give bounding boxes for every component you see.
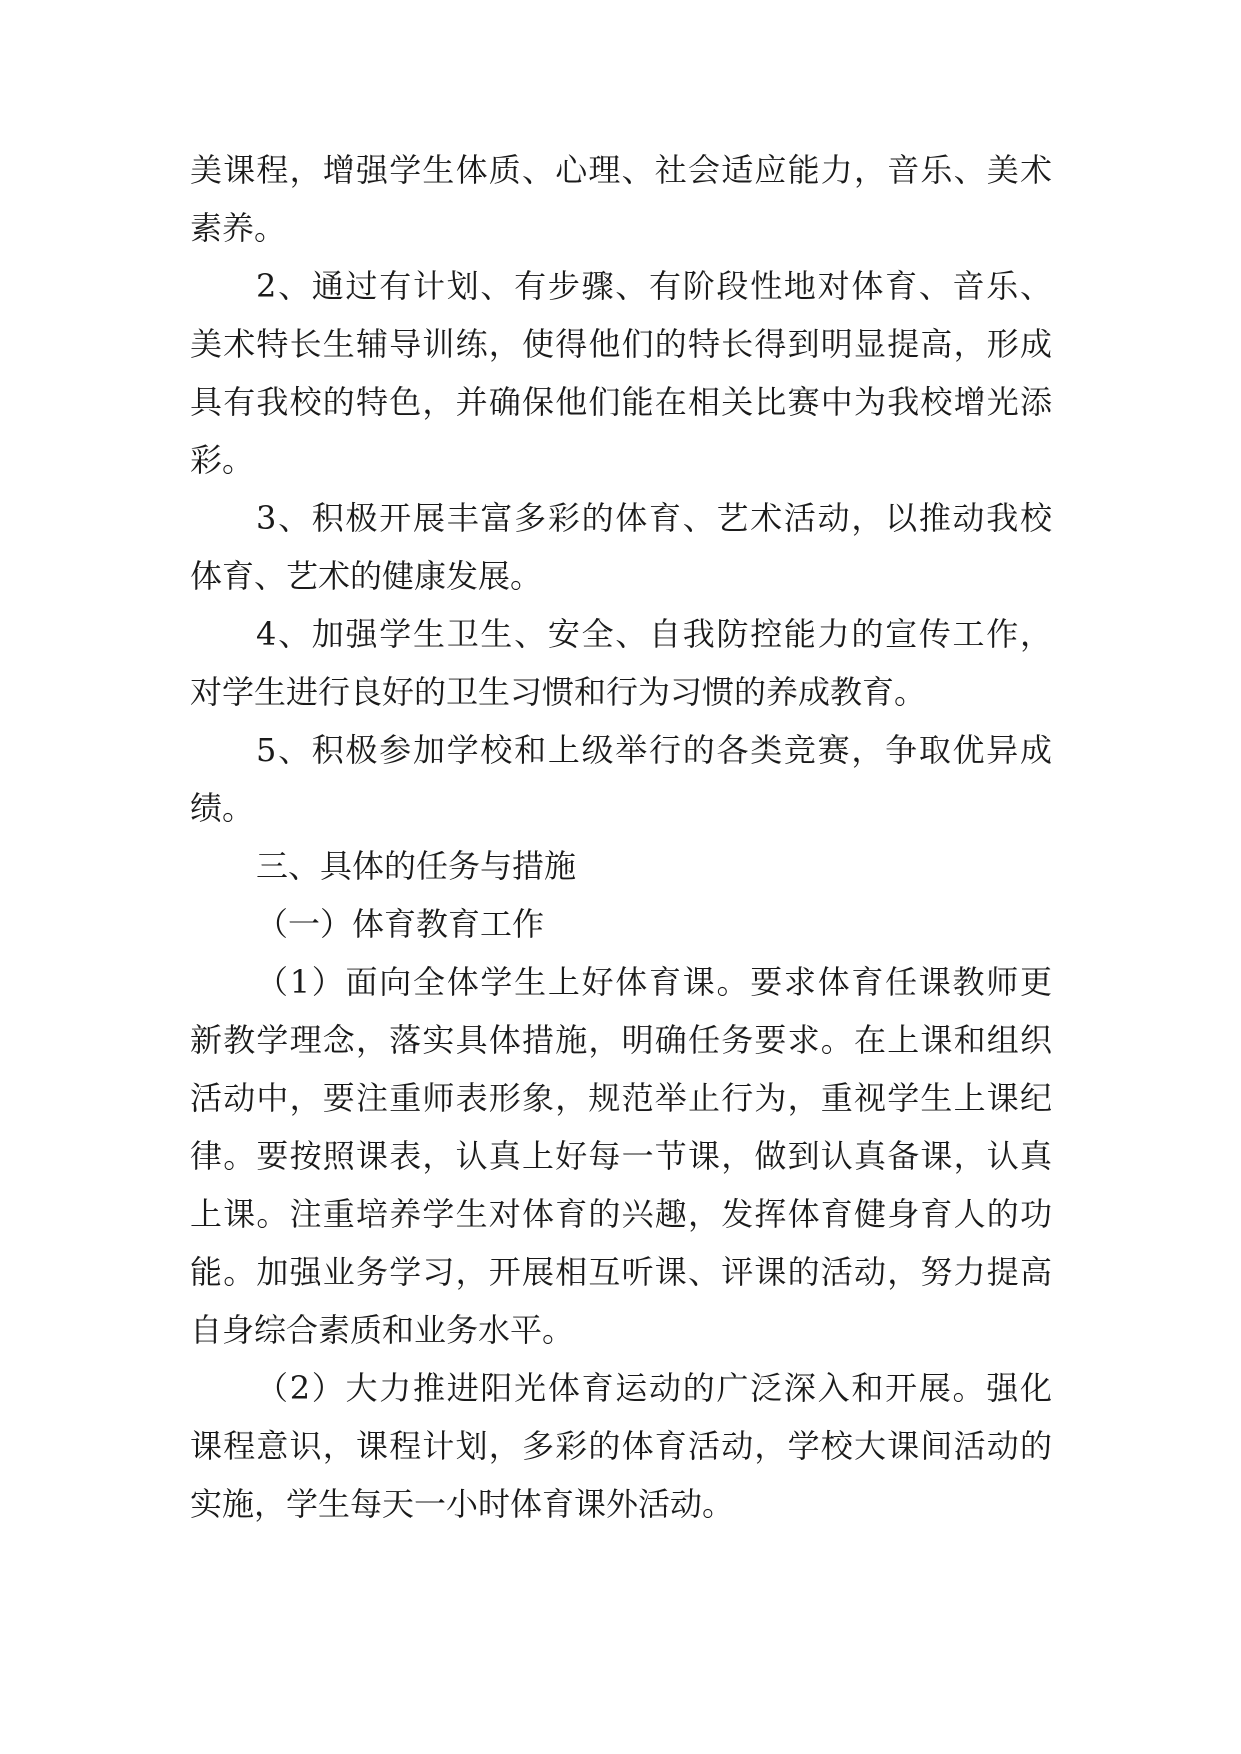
text-line: （2）大力推进阳光体育运动的广泛深入和开展。强化 [256,1369,1052,1407]
text-line: 3、积极开展丰富多彩的体育、艺术活动，以推动我校 [256,499,1052,537]
text-line: 彩。 [190,441,255,479]
text-line: 课程意识，课程计划，多彩的体育活动，学校大课间活动的 [190,1427,1052,1465]
text-line: 新教学理念，落实具体措施，明确任务要求。在上课和组织 [190,1021,1052,1059]
text-line: 实施，学生每天一小时体育课外活动。 [190,1485,735,1523]
text-line: 自身综合素质和业务水平。 [190,1311,575,1349]
text-line: 绩。 [190,789,255,827]
text-line: 体育、艺术的健康发展。 [190,557,543,595]
text-line: 4、加强学生卫生、安全、自我防控能力的宣传工作， [256,615,1052,653]
text-line: 上课。注重培养学生对体育的兴趣，发挥体育健身育人的功 [190,1195,1052,1233]
text-line: 美术特长生辅导训练，使得他们的特长得到明显提高，形成 [190,325,1052,363]
text-line: 素养。 [190,209,287,247]
text-line: 活动中，要注重师表形象，规范举止行为，重视学生上课纪 [190,1079,1052,1117]
text-line: 2、通过有计划、有步骤、有阶段性地对体育、音乐、 [256,267,1052,305]
text-line: 美课程，增强学生体质、心理、社会适应能力，音乐、美术 [190,151,1052,189]
text-line: 5、积极参加学校和上级举行的各类竞赛，争取优异成 [256,731,1052,769]
text-line: （1）面向全体学生上好体育课。要求体育任课教师更 [256,963,1052,1001]
text-line: 律。要按照课表，认真上好每一节课，做到认真备课，认真 [190,1137,1052,1175]
text-line: 具有我校的特色，并确保他们能在相关比赛中为我校增光添 [190,383,1052,421]
text-line: 能。加强业务学习，开展相互听课、评课的活动，努力提高 [190,1253,1052,1291]
text-line: 对学生进行良好的卫生习惯和行为习惯的养成教育。 [190,673,927,711]
subsection-heading: （一）体育教育工作 [256,905,545,943]
section-heading: 三、具体的任务与措施 [256,847,577,885]
